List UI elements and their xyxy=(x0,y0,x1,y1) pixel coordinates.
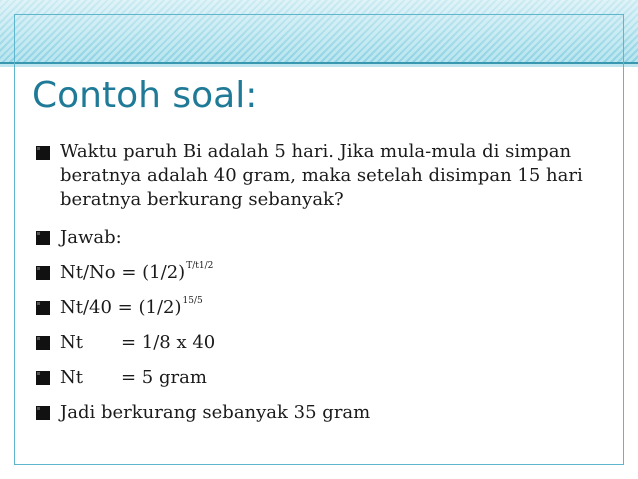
checkbox-square-icon xyxy=(35,370,51,386)
bullet-text: Jadi berkurang sebanyak 35 gram xyxy=(60,402,371,423)
bullet-item-substitution xyxy=(32,290,592,325)
checkbox-square-icon xyxy=(35,265,51,281)
checkbox-square-icon xyxy=(35,230,51,246)
checkbox-square-icon xyxy=(35,405,51,421)
equation-rhs: = 1/8 x 40 xyxy=(120,332,216,353)
exponent-text: T/t1/2 xyxy=(186,261,214,271)
bullet-item-step-2 xyxy=(32,360,592,395)
equation-lhs: Nt xyxy=(60,332,83,353)
bullet-item-step-1 xyxy=(32,325,592,360)
bullet-text: Nt/40 = (1/2) xyxy=(60,297,182,318)
bullet-item-jawab xyxy=(32,220,592,255)
bullet-item-question xyxy=(32,140,592,212)
exponent-text: 15/5 xyxy=(182,296,203,306)
checkbox-square-icon xyxy=(35,145,51,161)
checkbox-square-icon xyxy=(35,335,51,351)
bullet-list xyxy=(32,140,592,430)
bullet-text: Nt/No = (1/2) xyxy=(60,262,186,283)
bullet-text: Jawab: xyxy=(60,227,122,248)
bullet-item-conclusion xyxy=(32,395,592,430)
checkbox-square-icon xyxy=(35,300,51,316)
equation-lhs: Nt xyxy=(60,367,83,388)
equation-rhs: = 5 gram xyxy=(120,367,207,388)
bullet-text: Waktu paruh Bi adalah 5 hari. Jika mula-mula di simpan beratnya adalah 40 gram, maka setelah disimpan 15 hari beratnya berkurang sebanyak? xyxy=(60,141,583,210)
slide-title: Contoh soal: xyxy=(32,75,258,116)
bullet-item-formula xyxy=(32,255,592,290)
